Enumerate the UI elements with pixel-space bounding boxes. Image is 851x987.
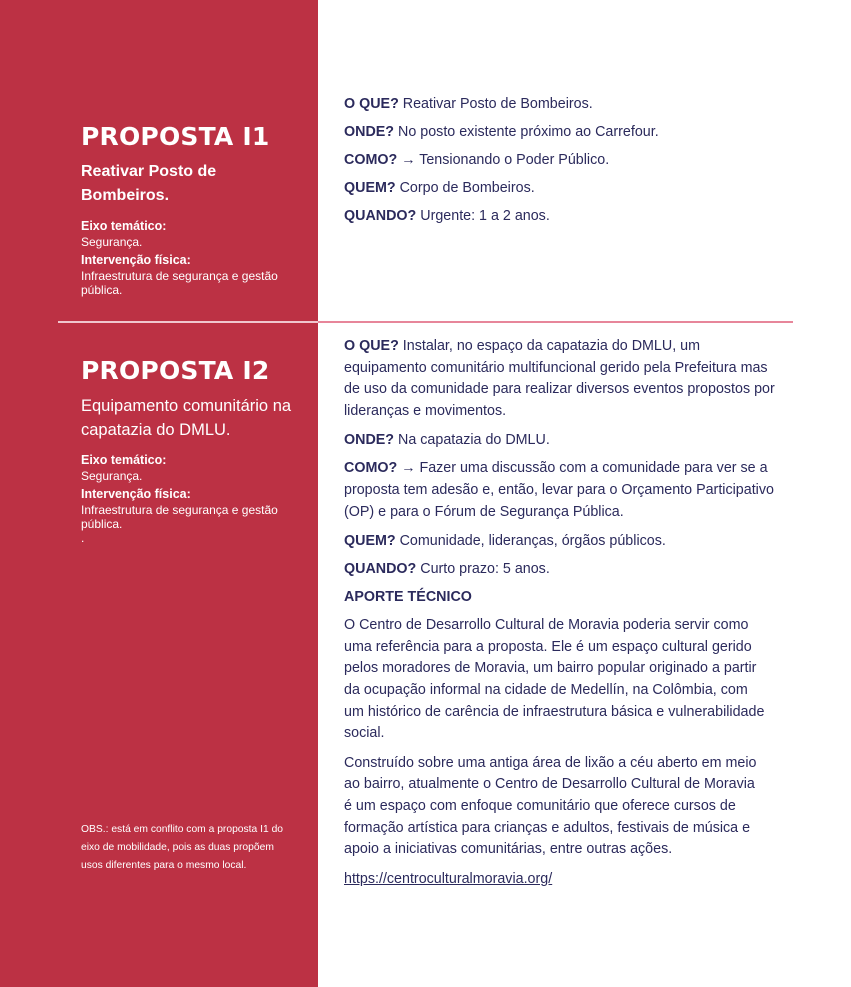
proposal2-intervencao-line2: pública. xyxy=(81,517,123,531)
proposal2-subtitle-line2: capatazia do DMLU. xyxy=(81,421,231,439)
proposal1-quando: QUANDO? Urgente: 1 a 2 anos. xyxy=(344,208,550,224)
divider-left xyxy=(58,321,318,323)
moravia-link[interactable]: https://centroculturalmoravia.org/ xyxy=(344,870,553,887)
proposal2-dot: . xyxy=(81,531,85,545)
proposal1-subtitle xyxy=(81,160,311,208)
aporte-paragraph-1: O Centro de Desarrollo Cultural de Moravia poderia servir como uma referência para a proposta. Ele é um espaço cultural gerido pelos moradores de Moravia, um bairro popular originado a partir da ocupação informal na cidade de Medellín, na Colômbia, com um histórico de carência de infraestrutura básica e vulnerabilidade social. xyxy=(344,617,765,742)
proposal1-details xyxy=(344,94,794,234)
proposal1-title: PROPOSTA I1 xyxy=(81,122,270,151)
obs-note xyxy=(81,821,321,875)
proposal2-intervencao-line1: Infraestrutura de segurança e gestão xyxy=(81,503,278,517)
proposal1-intervencao-label: Intervenção física: xyxy=(81,253,191,267)
proposal1-subtitle-line1: Reativar Posto de xyxy=(81,163,217,180)
divider-right xyxy=(318,321,793,323)
proposal1-onde: ONDE? No posto existente próximo ao Carrefour. xyxy=(344,124,659,140)
proposal2-como: COMO? → Fazer uma discussão com a comunidade para ver se a proposta tem adesão e, então, levar para o Orçamento Participativo (OP) e para o Fórum de Segurança Pública. xyxy=(344,460,774,520)
proposal2-details xyxy=(344,336,794,889)
proposal1-intervencao-line2: pública. xyxy=(81,283,123,297)
aporte-paragraph-2: Construído sobre uma antiga área de lixão a céu aberto em meio ao bairro, atualmente o Centro de Desarrollo Cultural de Moravia é um espaço com enfoque comunitário que oferece cursos de formação artística para crianças e adultos, festivais de música e apoio a iniciativas comunitárias, entre outras ações. xyxy=(344,754,757,858)
proposal2-o-que: O QUE? Instalar, no espaço da capatazia do DMLU, um equipamento comunitário multifuncional gerido pela Prefeitura mas de uso da comunidade para realizar diversos eventos propostos por lideranças e movimentos. xyxy=(344,338,775,419)
proposal2-subtitle xyxy=(81,394,311,442)
proposal1-intervencao-line1: Infraestrutura de segurança e gestão xyxy=(81,269,278,283)
proposal1-quem: QUEM? Corpo de Bombeiros. xyxy=(344,180,535,196)
proposal1-subtitle-line2: Bombeiros. xyxy=(81,187,170,204)
obs-line-1: OBS.: está em conflito com a proposta I1 do xyxy=(81,824,284,835)
proposal2-quem: QUEM? Comunidade, lideranças, órgãos públicos. xyxy=(344,533,666,550)
proposal1-sidebar xyxy=(81,122,311,300)
proposal1-o-que: O QUE? Reativar Posto de Bombeiros. xyxy=(344,96,593,112)
proposal2-eixo-label: Eixo temático: xyxy=(81,453,167,467)
proposal1-como: COMO? → Tensionando o Poder Público. xyxy=(344,152,610,168)
proposal1-eixo-value: Segurança. xyxy=(81,235,143,249)
obs-line-3: usos diferentes para o mesmo local. xyxy=(81,860,247,871)
aporte-tecnico-heading: APORTE TÉCNICO xyxy=(344,589,472,606)
proposal2-sidebar xyxy=(81,356,311,548)
obs-line-2: eixo de mobilidade, pois as duas propõem xyxy=(81,842,274,853)
proposal1-eixo-label: Eixo temático: xyxy=(81,219,167,233)
proposal2-intervencao-label: Intervenção física: xyxy=(81,487,191,501)
proposal2-title: PROPOSTA I2 xyxy=(81,356,270,385)
proposal2-subtitle-line1: Equipamento comunitário na xyxy=(81,397,292,415)
proposal2-quando: QUANDO? Curto prazo: 5 anos. xyxy=(344,561,550,578)
proposal2-eixo-value: Segurança. xyxy=(81,469,143,483)
proposal2-onde: ONDE? Na capatazia do DMLU. xyxy=(344,432,550,449)
